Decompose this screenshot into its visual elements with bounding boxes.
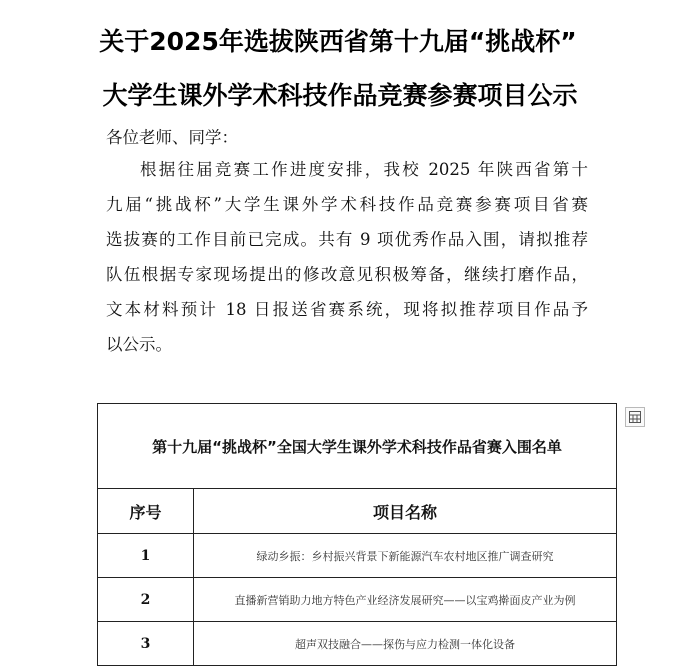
body-line: 九届“挑战杯”大学生课外学术科技作品竞赛参赛项目省赛 bbox=[106, 195, 588, 214]
row-index: 2 bbox=[98, 578, 194, 622]
table-select-icon[interactable] bbox=[625, 407, 645, 427]
document-title-line-2: 大学生课外学术科技作品竞赛参赛项目公示 bbox=[102, 81, 578, 110]
body-line: 队伍根据专家现场提出的修改意见积极筹备，继续打磨作品， bbox=[106, 265, 588, 284]
row-index: 3 bbox=[98, 622, 194, 666]
document-title-line-1: 关于2025年选拔陕西省第十九届“挑战杯” bbox=[99, 27, 577, 56]
table-row bbox=[98, 534, 617, 578]
table-caption: 第十九届“挑战杯”全国大学生课外学术科技作品省赛入围名单 bbox=[98, 404, 617, 489]
table-grid-icon bbox=[629, 411, 641, 423]
row-index: 1 bbox=[98, 534, 194, 578]
row-project-name: 绿动乡振：乡村振兴背景下新能源汽车农村地区推广调查研究 bbox=[194, 534, 617, 578]
body-line: 以公示。 bbox=[106, 335, 172, 354]
table-row bbox=[98, 622, 617, 666]
row-project-name: 直播新营销助力地方特色产业经济发展研究——以宝鸡擀面皮产业为例 bbox=[194, 578, 617, 622]
table-row bbox=[98, 578, 617, 622]
shortlist-table bbox=[97, 403, 617, 666]
salutation: 各位老师、同学： bbox=[106, 128, 238, 147]
table-header-row bbox=[98, 489, 617, 534]
body-paragraph bbox=[106, 152, 588, 362]
table-caption-row bbox=[98, 404, 617, 489]
body-line: 根据往届竞赛工作进度安排，我校 2025 年陕西省第十 bbox=[140, 160, 588, 179]
column-header-index: 序号 bbox=[98, 489, 194, 534]
body-line: 选拔赛的工作目前已完成。共有 9 项优秀作品入围，请拟推荐 bbox=[106, 230, 588, 249]
body-line: 文本材料预计 18 日报送省赛系统，现将拟推荐项目作品予 bbox=[106, 300, 588, 319]
row-project-name: 超声双技融合——探伤与应力检测一体化设备 bbox=[194, 622, 617, 666]
column-header-name: 项目名称 bbox=[194, 489, 617, 534]
